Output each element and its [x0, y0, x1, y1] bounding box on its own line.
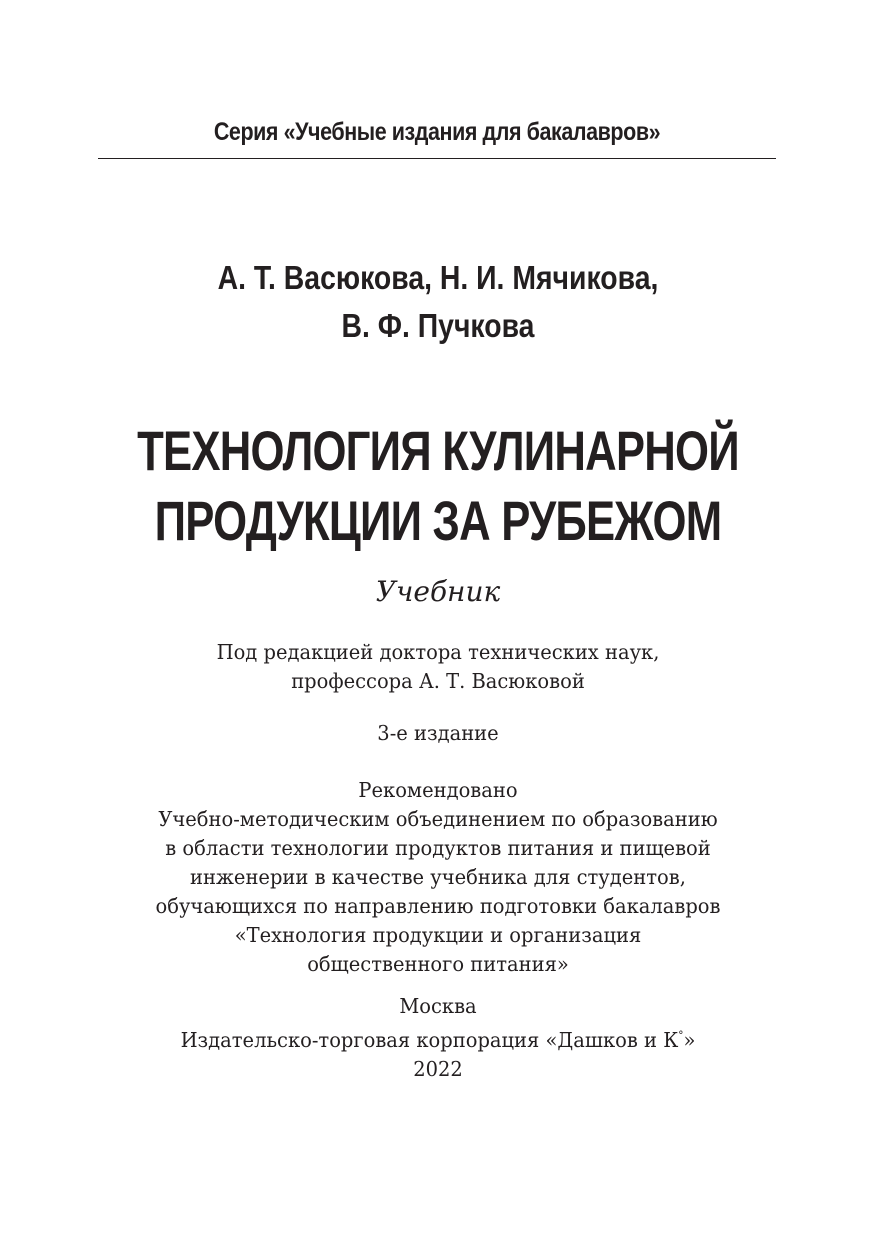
recommendation-line-3: в области технологии продуктов питания и пищевой [165, 836, 711, 860]
editor-line-1: Под редакцией доктора технических наук, [216, 640, 660, 664]
degree-mark: ° [678, 1029, 684, 1042]
book-title-line-1: ТЕХНОЛОГИЯ КУЛИНАРНОЙ [137, 419, 739, 482]
publisher-close-quote: » [683, 1027, 696, 1052]
recommendation-line-4: инженерии в качестве учебника для студентов, [190, 865, 686, 889]
recommendation-line-1: Рекомендовано [358, 778, 518, 802]
header-rule [98, 158, 776, 159]
recommendation [0, 776, 876, 979]
book-title-line-2: ПРОДУКЦИИ ЗА РУБЕЖОМ [154, 489, 722, 552]
authors-line-2: В. Ф. Пучкова [341, 307, 535, 344]
imprint-publisher [22, 1021, 854, 1055]
edition [0, 719, 876, 748]
imprint-city: Москва [399, 994, 477, 1018]
edition-label: 3-е издание [377, 721, 499, 745]
imprint [0, 992, 876, 1084]
book-subtitle: Учебник [375, 575, 501, 608]
editor-credit [0, 638, 876, 696]
series-title: Серия «Учебные издания для бакалавров» [213, 118, 661, 146]
recommendation-line-6: «Технология продукции и организация [234, 923, 642, 947]
recommendation-line-7: общественного питания» [307, 952, 569, 976]
authors-line-1: А. Т. Васюкова, Н. И. Мячикова, [217, 259, 659, 296]
recommendation-line-2: Учебно-методическим объединением по образованию [158, 807, 718, 831]
recommendation-line-5: обучающихся по направлению подготовки бакалавров [155, 894, 721, 918]
publisher-name: Издательско-торговая корпорация «Дашков и К [180, 1027, 679, 1052]
book-title [0, 416, 876, 556]
imprint-year: 2022 [413, 1056, 463, 1081]
editor-line-2: профессора А. Т. Васюковой [291, 669, 585, 693]
authors [0, 254, 876, 350]
